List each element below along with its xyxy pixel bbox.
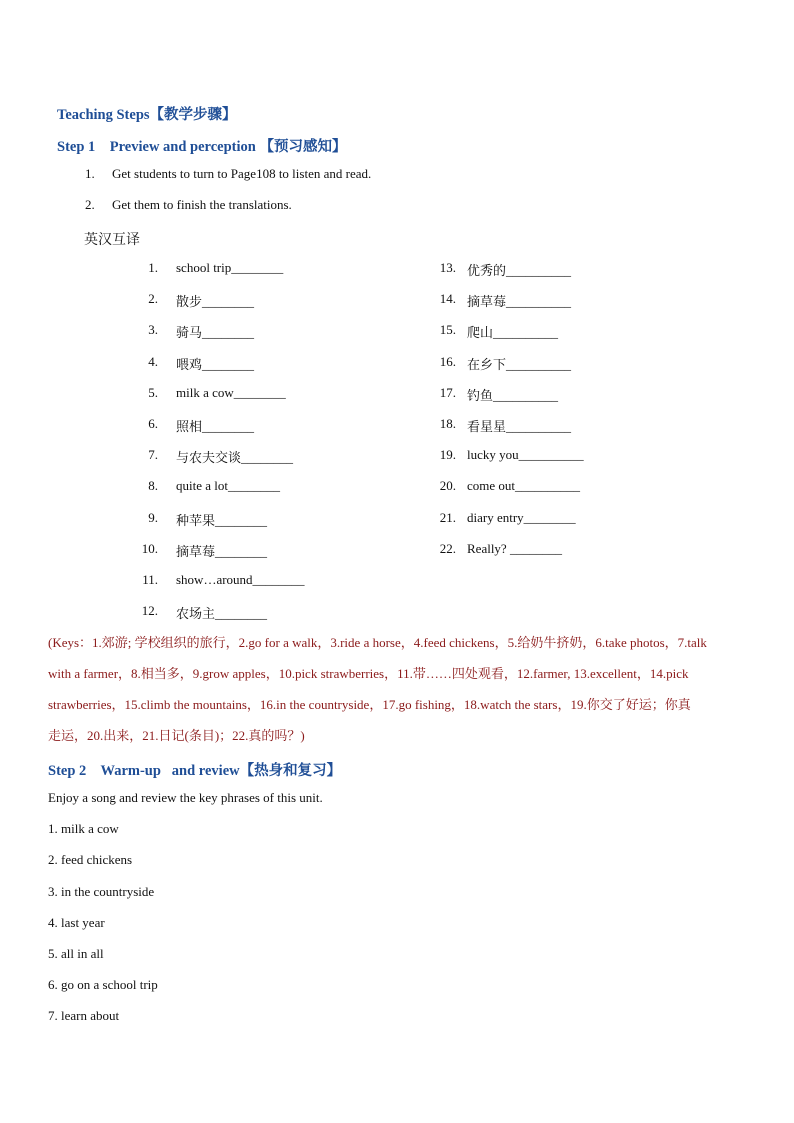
vocab-number: 6. <box>148 416 158 431</box>
vocab-item: quite a lot________ <box>176 478 280 494</box>
vocab-item: 优秀的__________ <box>467 263 572 278</box>
vocab-item: 钓鱼__________ <box>467 387 559 403</box>
instruction-number: 2. <box>85 197 95 212</box>
vocab-item: come out__________ <box>467 478 581 494</box>
step2-intro: Enjoy a song and review the key phrases of this unit. <box>48 790 323 805</box>
vocab-item: 爬山__________ <box>467 325 559 341</box>
vocab-item: lucky you__________ <box>467 447 584 463</box>
vocab-number: 19. <box>439 447 456 463</box>
vocab-item: 喂鸡________ <box>176 356 255 372</box>
vocab-number: 9. <box>148 509 158 525</box>
key-phrase: 5. all in all <box>48 946 104 961</box>
keys-line: strawberries，15.climb the mountains，16.in the countryside，17.go fishing，18.watch the stars，19.你交了好运；你真 <box>48 697 691 712</box>
vocab-number: 8. <box>148 478 158 494</box>
vocab-number: 2. <box>148 291 158 307</box>
instruction-item <box>85 197 292 213</box>
vocab-item: 摘草莓________ <box>176 543 268 559</box>
vocab-number: 5. <box>148 384 158 400</box>
vocab-number: 21. <box>439 509 456 525</box>
vocab-item: 农场主________ <box>176 606 268 622</box>
vocab-item: diary entry________ <box>467 509 576 525</box>
vocab-number: 1. <box>148 260 158 275</box>
vocab-item: 种苹果________ <box>176 512 268 528</box>
instruction-text: Get students to turn to Page108 to listen and read. <box>112 166 372 181</box>
keys-line: 走运，20.出来，21.日记(条目)；22.真的吗？) <box>48 728 305 743</box>
vocab-item: show…around________ <box>176 572 305 587</box>
vocab-number: 7. <box>148 447 158 463</box>
instruction-item <box>85 166 371 182</box>
key-phrase: 3. in the countryside <box>48 884 155 899</box>
vocab-item: 骑马________ <box>176 325 255 341</box>
vocab-item: 在乡下__________ <box>467 356 572 372</box>
vocab-item: 散步________ <box>176 294 255 310</box>
instruction-text: Get them to finish the translations. <box>112 197 292 212</box>
key-phrase: 2. feed chickens <box>48 852 133 867</box>
answer-keys <box>48 627 748 751</box>
vocab-item: Really? ________ <box>467 540 562 556</box>
vocab-item: 摘草莓__________ <box>467 294 572 310</box>
step2-title: Step 2 Warm-up and review【热身和复习】 <box>48 763 342 779</box>
teaching-steps-title: Teaching Steps【教学步骤】 <box>57 107 237 123</box>
vocab-number: 14. <box>439 291 456 307</box>
vocab-number: 10. <box>141 540 158 556</box>
vocab-number: 16. <box>439 353 456 369</box>
vocab-number: 22. <box>439 540 456 556</box>
vocab-number: 11. <box>142 572 158 587</box>
vocab-number: 17. <box>439 384 456 400</box>
key-phrase: 4. last year <box>48 915 105 930</box>
vocab-number: 13. <box>439 260 456 275</box>
vocab-item: 照相________ <box>176 419 255 434</box>
key-phrase: 7. learn about <box>48 1008 120 1023</box>
vocab-item: school trip________ <box>176 260 284 275</box>
key-phrase: 6. go on a school trip <box>48 977 158 992</box>
vocab-number: 18. <box>439 416 456 431</box>
instruction-number: 1. <box>85 166 95 181</box>
vocab-item: milk a cow________ <box>176 384 286 400</box>
keys-line: (Keys：1.郊游; 学校组织的旅行，2.go for a walk，3.ride a horse，4.feed chickens，5.给奶牛挤奶，6.take photos，7.talk <box>48 635 707 650</box>
vocab-number: 3. <box>148 322 158 338</box>
step1-title: Step 1 Preview and perception 【预习感知】 <box>57 139 347 155</box>
vocab-item: 与农夫交谈________ <box>176 450 294 466</box>
key-phrase: 1. milk a cow <box>48 821 119 836</box>
vocab-number: 4. <box>148 353 158 369</box>
vocab-number: 15. <box>439 322 456 338</box>
vocab-item: 看星星__________ <box>467 419 572 434</box>
vocab-number: 12. <box>141 603 158 619</box>
translation-subtitle: 英汉互译 <box>84 233 140 248</box>
keys-line: with a farmer，8.相当多，9.grow apples，10.pick strawberries，11.带……四处观看，12.farmer, 13.excellent，14.pick <box>48 666 689 681</box>
vocab-number: 20. <box>439 478 456 494</box>
